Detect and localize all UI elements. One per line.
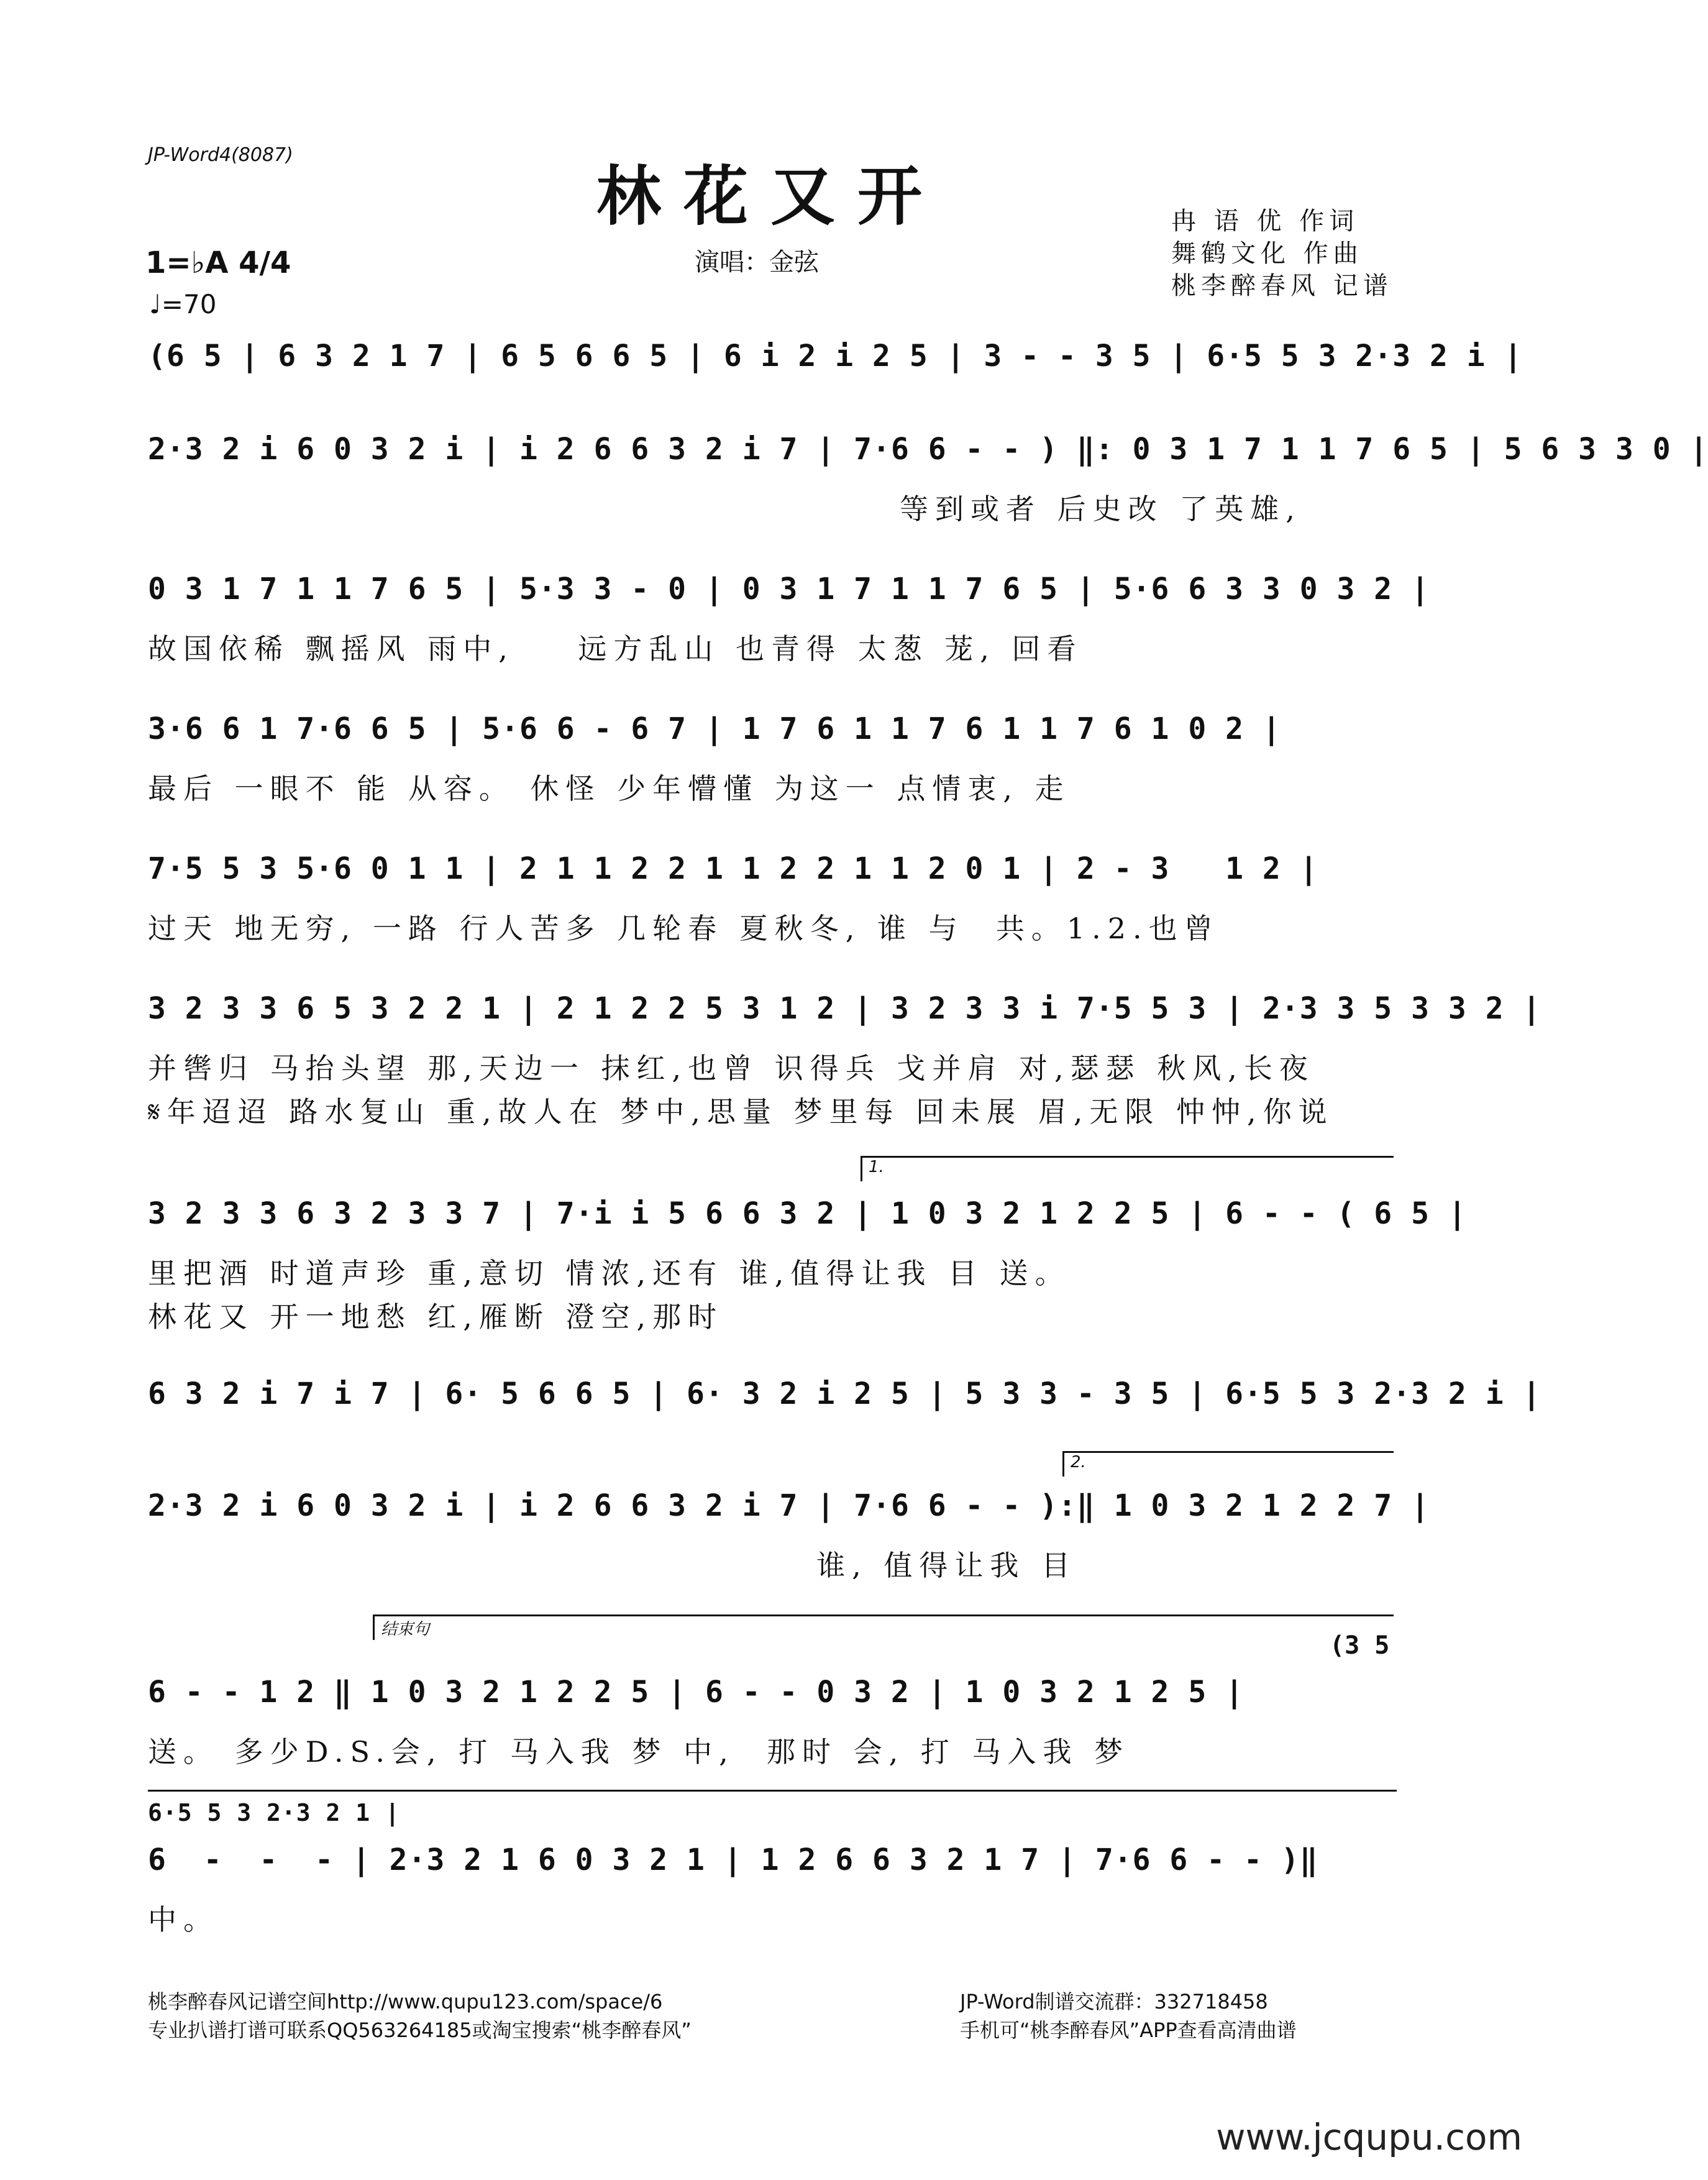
notation-line: 0 3 1 7 1 1 7 6 5 | 5·3 3 - 0 | 0 3 1 7 1 1 7 6 5 | 5·6 6 3 3 0 3 2 |	[148, 572, 1430, 607]
lyric-line: 最后 一眼不 能 从容。 休怪 少年懵懂 为这一 点情衷, 走	[148, 772, 1071, 805]
lyric-line-verse-2: 林花又 开一地愁 红,雁断 澄空,那时	[148, 1300, 724, 1334]
footer-group: JP-Word制谱交流群：332718458	[960, 1990, 1268, 2013]
lyric-line: 里把酒 时道声珍 重,意切 情浓,还有 谁,值得让我 目 送。	[148, 1257, 1071, 1290]
composer-credit: 舞鹤文化 作曲	[1171, 239, 1363, 268]
notation-line: 6·5 5 3 2·3 2 1 |	[148, 1799, 400, 1826]
song-title: 林花又开	[596, 158, 944, 234]
lyric-line-verse-2: 𝄋年迢迢 路水复山 重,故人在 梦中,思量 梦里每 回未展 眉,无限 忡忡,你说	[148, 1095, 1334, 1129]
score-system-3	[148, 572, 1430, 666]
key-signature: 1=♭A 4/4	[145, 245, 291, 280]
score-system-5	[148, 851, 1397, 945]
score-system-7	[148, 1196, 1467, 1334]
score-system-6	[148, 991, 1541, 1129]
volta-bracket-1	[861, 1156, 1394, 1181]
notation-line: 3·6 6 1 7·6 6 5 | 5·6 6 - 6 7 | 1 7 6 1 1 7 6 1 1 7 6 1 0 2 |	[148, 712, 1281, 746]
staff-divider	[148, 1790, 1397, 1792]
tempo-marking: ♩=70	[149, 289, 217, 319]
footer-app: 手机可“桃李醉春风”APP查看高清曲谱	[960, 2018, 1297, 2042]
volta-2-label: 2.	[1071, 1453, 1086, 1472]
coda-bracket	[373, 1614, 1394, 1640]
notation-line: 7·5 5 3 5·6 0 1 1 | 2 1 1 2 2 1 1 2 2 1 1 2 0 1 | 2 - 3 1 2 |	[148, 851, 1318, 886]
notation-line: (6 5 | 6 3 2 1 7 | 6 5 6 6 5 | 6 i 2 i 2 5 | 3 - - 3 5 | 6·5 5 3 2·3 2 i |	[148, 339, 1523, 373]
lyric-line: 谁, 值得让我 目	[148, 1549, 1077, 1582]
score-system-10	[148, 1675, 1397, 1769]
transcriber-credit: 桃李醉春风 记谱	[1171, 272, 1393, 300]
lyric-line: 过天 地无穷, 一路 行人苦多 几轮春 夏秋冬, 谁 与 共。1.2.也曾	[148, 912, 1220, 945]
footer-left	[148, 1987, 692, 2045]
lyric-line: 等到或者 后史改 了英雄,	[900, 492, 1302, 526]
volta-bracket-2	[1062, 1451, 1394, 1477]
lyricist-credit: 冉 语 优 作词	[1171, 207, 1359, 236]
score-system-8	[148, 1376, 1541, 1420]
watermark: www.jcqupu.com	[1216, 2116, 1522, 2158]
footer-space-link: 桃李醉春风记谱空间http://www.qupu123.com/space/6	[148, 1990, 663, 2013]
breath-note: (3 5	[1330, 1631, 1390, 1660]
notation-line: 3 2 3 3 6 3 2 3 3 7 | 7·i i 5 6 6 3 2 | 1 0 3 2 1 2 2 5 | 6 - - ( 6 5 |	[148, 1196, 1467, 1231]
footer-right	[960, 1987, 1297, 2045]
lyric-line: 送。 多少D.S.会, 打 马入我 梦 中, 那时 会, 打 马入我 梦	[148, 1735, 1130, 1769]
score-system-12	[148, 1843, 1397, 1936]
volta-1-label: 1.	[869, 1158, 884, 1176]
score-system-4	[148, 712, 1397, 805]
notation-line: 2·3 2 i 6 0 3 2 i | i 2 6 6 3 2 i 7 | 7·6 6 - - ):‖ 1 0 3 2 1 2 2 7 |	[148, 1488, 1430, 1523]
score-system-11	[148, 1799, 1397, 1843]
lyric-line: 中。	[148, 1903, 219, 1936]
score-system-1	[148, 339, 1523, 382]
singer-credit: 演唱：金弦	[695, 248, 819, 277]
score-system-2	[148, 432, 1708, 526]
software-label: JP-Word4(8087)	[148, 144, 293, 166]
lyric-line: 故国依稀 飘摇风 雨中, 远方乱山 也青得 太葱 茏, 回看	[148, 632, 1083, 666]
notation-line: 6 3 2 i 7 i 7 | 6· 5 6 6 5 | 6· 3 2 i 2 5 | 5 3 3 - 3 5 | 6·5 5 3 2·3 2 i |	[148, 1376, 1541, 1411]
notation-line: 6 - - 1 2 ‖ 1 0 3 2 1 2 2 5 | 6 - - 0 3 2 | 1 0 3 2 1 2 5 |	[148, 1675, 1244, 1710]
score-system-9	[148, 1488, 1430, 1582]
footer-contact: 专业扒谱打谱可联系QQ563264185或淘宝搜索“桃李醉春风”	[148, 2018, 692, 2042]
coda-label: 结束句	[381, 1620, 430, 1639]
credits-block	[1171, 205, 1393, 302]
notation-line: 6 - - - | 2·3 2 1 6 0 3 2 1 | 1 2 6 6 3 2 1 7 | 7·6 6 - - )‖	[148, 1843, 1318, 1877]
lyric-line: 并辔归 马抬头望 那,天边一 抹红,也曾 识得兵 戈并肩 对,瑟瑟 秋风,长夜	[148, 1051, 1315, 1085]
notation-line: 3 2 3 3 6 5 3 2 2 1 | 2 1 2 2 5 3 1 2 | 3 2 3 3 i 7·5 5 3 | 2·3 3 5 3 3 2 |	[148, 991, 1541, 1026]
notation-line: 2·3 2 i 6 0 3 2 i | i 2 6 6 3 2 i 7 | 7·6 6 - - ) ‖: 0 3 1 7 1 1 7 6 5 | 5 6 3 3 0 |	[148, 432, 1708, 467]
